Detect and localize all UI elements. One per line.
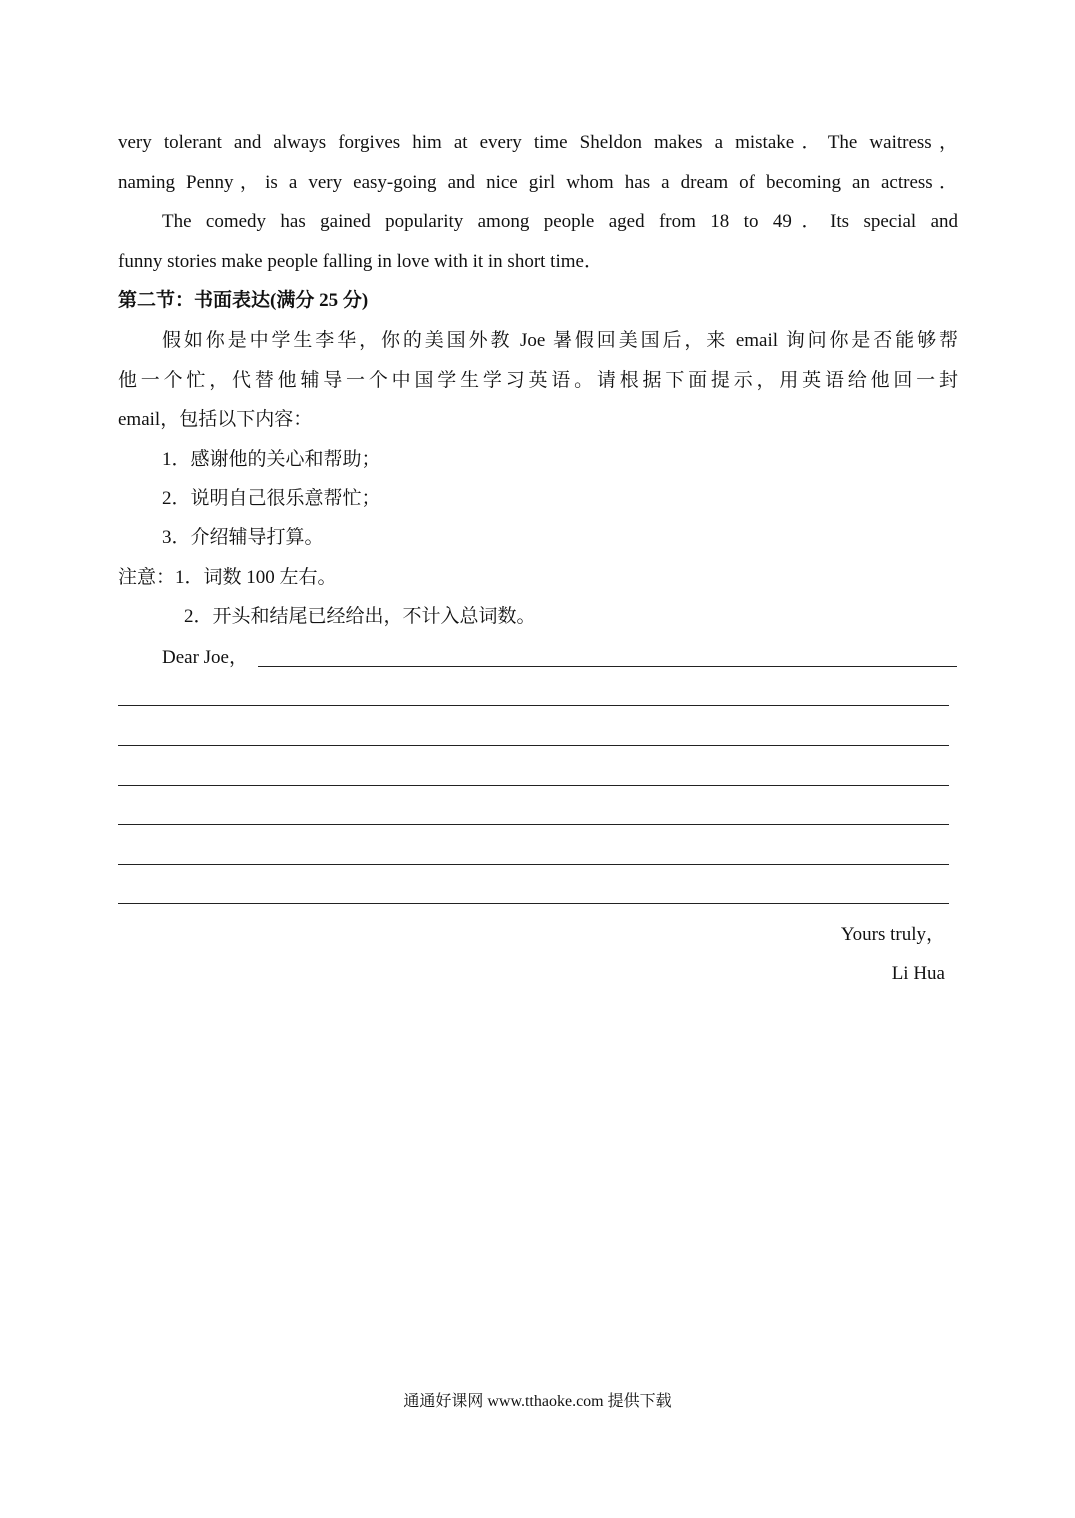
prompt-line-2: 他一个忙，代替他辅导一个中国学生学习英语。请根据下面提示，用英语给他回一封 [118, 370, 958, 391]
prompt-line-1: 假如你是中学生李华，你的美国外教 Joe 暑假回美国后，来 email 询问你是否能够帮 [162, 330, 958, 351]
passage-line-1: very tolerant and always forgives him at every time Sheldon makes a mistake．The waitress， [118, 132, 958, 153]
writing-line-greeting[interactable] [258, 666, 957, 667]
note-item-2: 2．开头和结尾已经给出，不计入总词数。 [184, 606, 536, 627]
writing-line-1[interactable] [118, 705, 949, 706]
writing-line-6[interactable] [118, 903, 949, 904]
requirement-item-3: 3．介绍辅导打算。 [162, 527, 324, 548]
prompt-line-3: email，包括以下内容： [118, 409, 313, 430]
letter-signature: Li Hua [891, 963, 945, 984]
writing-line-3[interactable] [118, 785, 949, 786]
passage-line-3: The comedy has gained popularity among people aged from 18 to 49．Its special and [162, 211, 958, 232]
requirement-item-1: 1．感谢他的关心和帮助； [162, 449, 381, 470]
writing-line-4[interactable] [118, 824, 949, 825]
requirement-item-2: 2．说明自己很乐意帮忙； [162, 488, 381, 509]
letter-closing: Yours truly， [840, 924, 945, 945]
writing-line-2[interactable] [118, 745, 949, 746]
note-label: 注意：1．词数 100 左右。 [118, 567, 337, 588]
section-heading: 第二节：书面表达(满分 25 分) [118, 290, 369, 311]
writing-line-5[interactable] [118, 864, 949, 865]
passage-line-4: funny stories make people falling in love with it in short time． [118, 251, 603, 272]
letter-greeting: Dear Joe， [162, 647, 248, 668]
page-footer: 通通好课网 www.tthaoke.com 提供下载 [403, 1393, 672, 1410]
passage-line-2: naming Penny，is a very easy-going and nice girl whom has a dream of becoming an actress． [118, 172, 958, 193]
